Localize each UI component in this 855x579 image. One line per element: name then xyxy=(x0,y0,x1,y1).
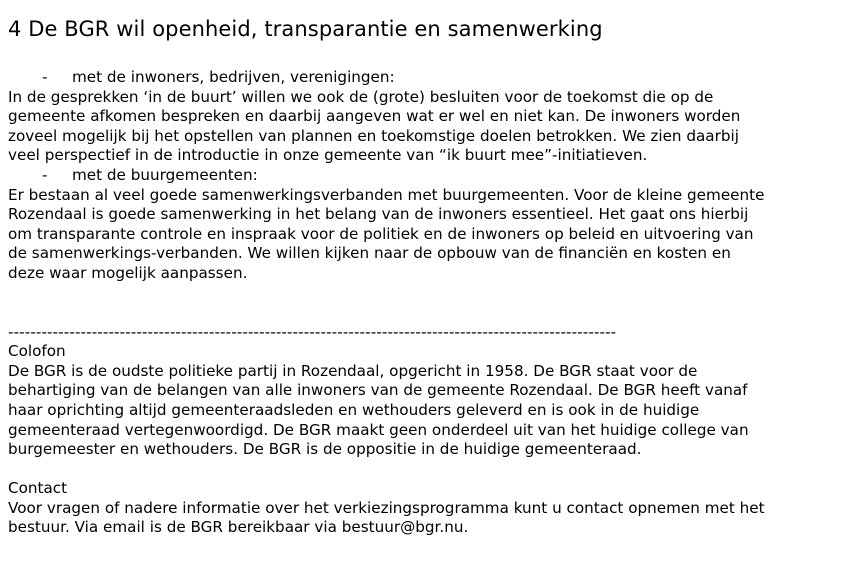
colofon-line: haar oprichting altijd gemeenteraadsleden en wethouders geleverd en is ook in de huidige xyxy=(8,400,700,419)
bullet-dash: - xyxy=(42,165,48,184)
contact-line-prefix: bestuur. Via email is de BGR bereikbaar via xyxy=(8,518,342,537)
colofon-line: burgemeester en wethouders. De BGR is de oppositie in de huidige gemeenteraad. xyxy=(8,440,642,459)
paragraph-line: veel perspectief in de introductie in onze gemeente van “ik buurt mee”-initiatieven. xyxy=(8,146,648,165)
colofon-line: behartiging van de belangen van alle inwoners van de gemeente Rozendaal. De BGR heeft vanaf xyxy=(8,381,748,400)
bullet-label: met de inwoners, bedrijven, verenigingen: xyxy=(72,68,395,86)
paragraph-line: zoveel mogelijk bij het opstellen van plannen en toekomstige doelen betrokken. We zien daarbij xyxy=(8,126,739,145)
bullet-dash: - xyxy=(42,68,48,86)
paragraph-line: gemeente afkomen bespreken en daarbij aangeven wat er wel en niet kan. De inwoners worden xyxy=(8,107,741,126)
spacer xyxy=(8,460,848,480)
bullet-buurgemeenten xyxy=(8,166,848,186)
paragraph-line: Er bestaan al veel goede samenwerkingsverbanden met buurgemeenten. Voor de kleine gemeente xyxy=(8,185,765,204)
paragraph-line: deze waar mogelijk aanpassen. xyxy=(8,263,248,282)
contact-email[interactable]: bestuur@bgr.nu xyxy=(341,518,464,537)
paragraph-line: In de gesprekken ‘in de buurt’ willen we ook de (grote) besluiten voor de toekomst die op de xyxy=(8,87,714,106)
colofon-line: De BGR is de oudste politieke partij in Rozendaal, opgericht in 1958. De BGR staat voor de xyxy=(8,361,698,380)
bullet-label: met de buurgemeenten: xyxy=(72,165,258,184)
colofon-line: gemeenteraad vertegenwoordigd. De BGR maakt geen onderdeel uit van het huidige college van xyxy=(8,420,749,439)
paragraph-line: de samenwerkings-verbanden. We willen kijken naar de opbouw van de financiën en kosten en xyxy=(8,244,731,263)
contact-line-suffix: . xyxy=(463,518,469,537)
paragraph-line: om transparante controle en inspraak voor de politiek en de inwoners op beleid en uitvoering van xyxy=(8,224,754,243)
bullet-inwoners xyxy=(8,68,848,88)
colofon-title: Colofon xyxy=(8,342,66,361)
document xyxy=(8,14,848,538)
divider-line: ------------------------------------------------------------------------------------------------------------- xyxy=(8,322,617,341)
contact-line: Voor vragen of nadere informatie over het verkiezingsprogramma kunt u contact opnemen met het xyxy=(8,498,765,517)
spacer xyxy=(8,284,848,323)
contact-title: Contact xyxy=(8,479,68,498)
contact-line xyxy=(8,518,848,538)
section-heading: 4 De BGR wil openheid, transparantie en samenwerking xyxy=(8,17,603,41)
paragraph-line: Rozendaal is goede samenwerking in het belang van de inwoners essentieel. Het gaat ons hierbij xyxy=(8,205,749,224)
